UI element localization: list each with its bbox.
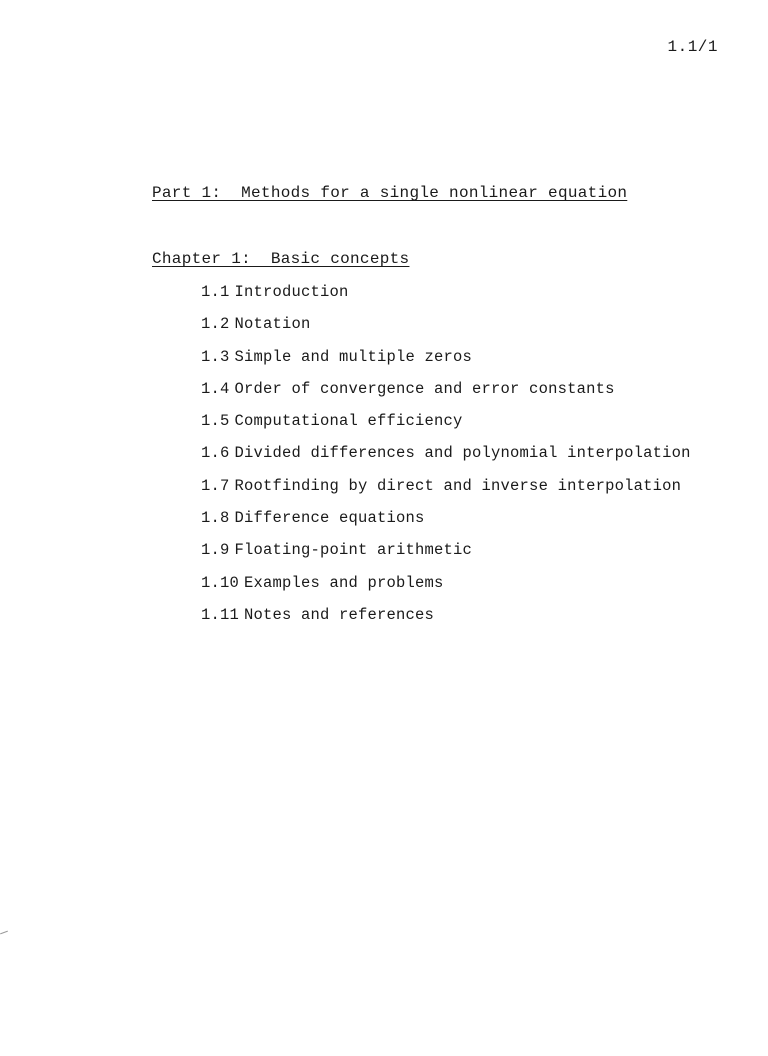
section-number: 1.2	[201, 315, 230, 334]
section-number: 1.7	[201, 476, 230, 495]
section-number: 1.11	[201, 605, 240, 624]
section-item	[201, 411, 691, 443]
scan-mark	[0, 931, 8, 935]
section-number: 1.5	[201, 412, 230, 431]
section-list	[201, 282, 691, 637]
section-number: 1.6	[201, 444, 230, 463]
section-number: 1.3	[201, 347, 230, 366]
part-heading: Part 1: Methods for a single nonlinear equation	[152, 184, 628, 202]
section-item	[201, 443, 691, 475]
section-number: 1.10	[201, 573, 240, 592]
section-item	[201, 508, 691, 540]
section-number: 1.8	[201, 509, 230, 528]
section-item	[201, 314, 691, 346]
section-number: 1.4	[201, 379, 230, 398]
chapter-heading: Chapter 1: Basic concepts	[152, 250, 410, 268]
section-item	[201, 379, 691, 411]
section-title: Simple and multiple zeros	[234, 347, 473, 366]
section-title: Floating-point arithmetic	[234, 541, 473, 560]
section-title: Notes and references	[244, 605, 435, 624]
section-title: Divided differences and polynomial interpolation	[234, 444, 691, 463]
section-item	[201, 540, 691, 572]
section-title: Order of convergence and error constants	[234, 379, 615, 398]
section-title: Computational efficiency	[234, 412, 463, 431]
section-item	[201, 347, 691, 379]
section-item	[201, 476, 691, 508]
section-title: Notation	[234, 315, 311, 334]
section-number: 1.9	[201, 541, 230, 560]
section-title: Examples and problems	[244, 573, 444, 592]
section-item	[201, 282, 691, 314]
section-title: Difference equations	[234, 509, 425, 528]
section-number: 1.1	[201, 283, 230, 301]
page-number: 1.1/1	[667, 38, 718, 56]
section-item	[201, 605, 691, 637]
section-title: Rootfinding by direct and inverse interpolation	[234, 476, 682, 495]
section-item	[201, 573, 691, 605]
section-title: Introduction	[234, 283, 349, 301]
